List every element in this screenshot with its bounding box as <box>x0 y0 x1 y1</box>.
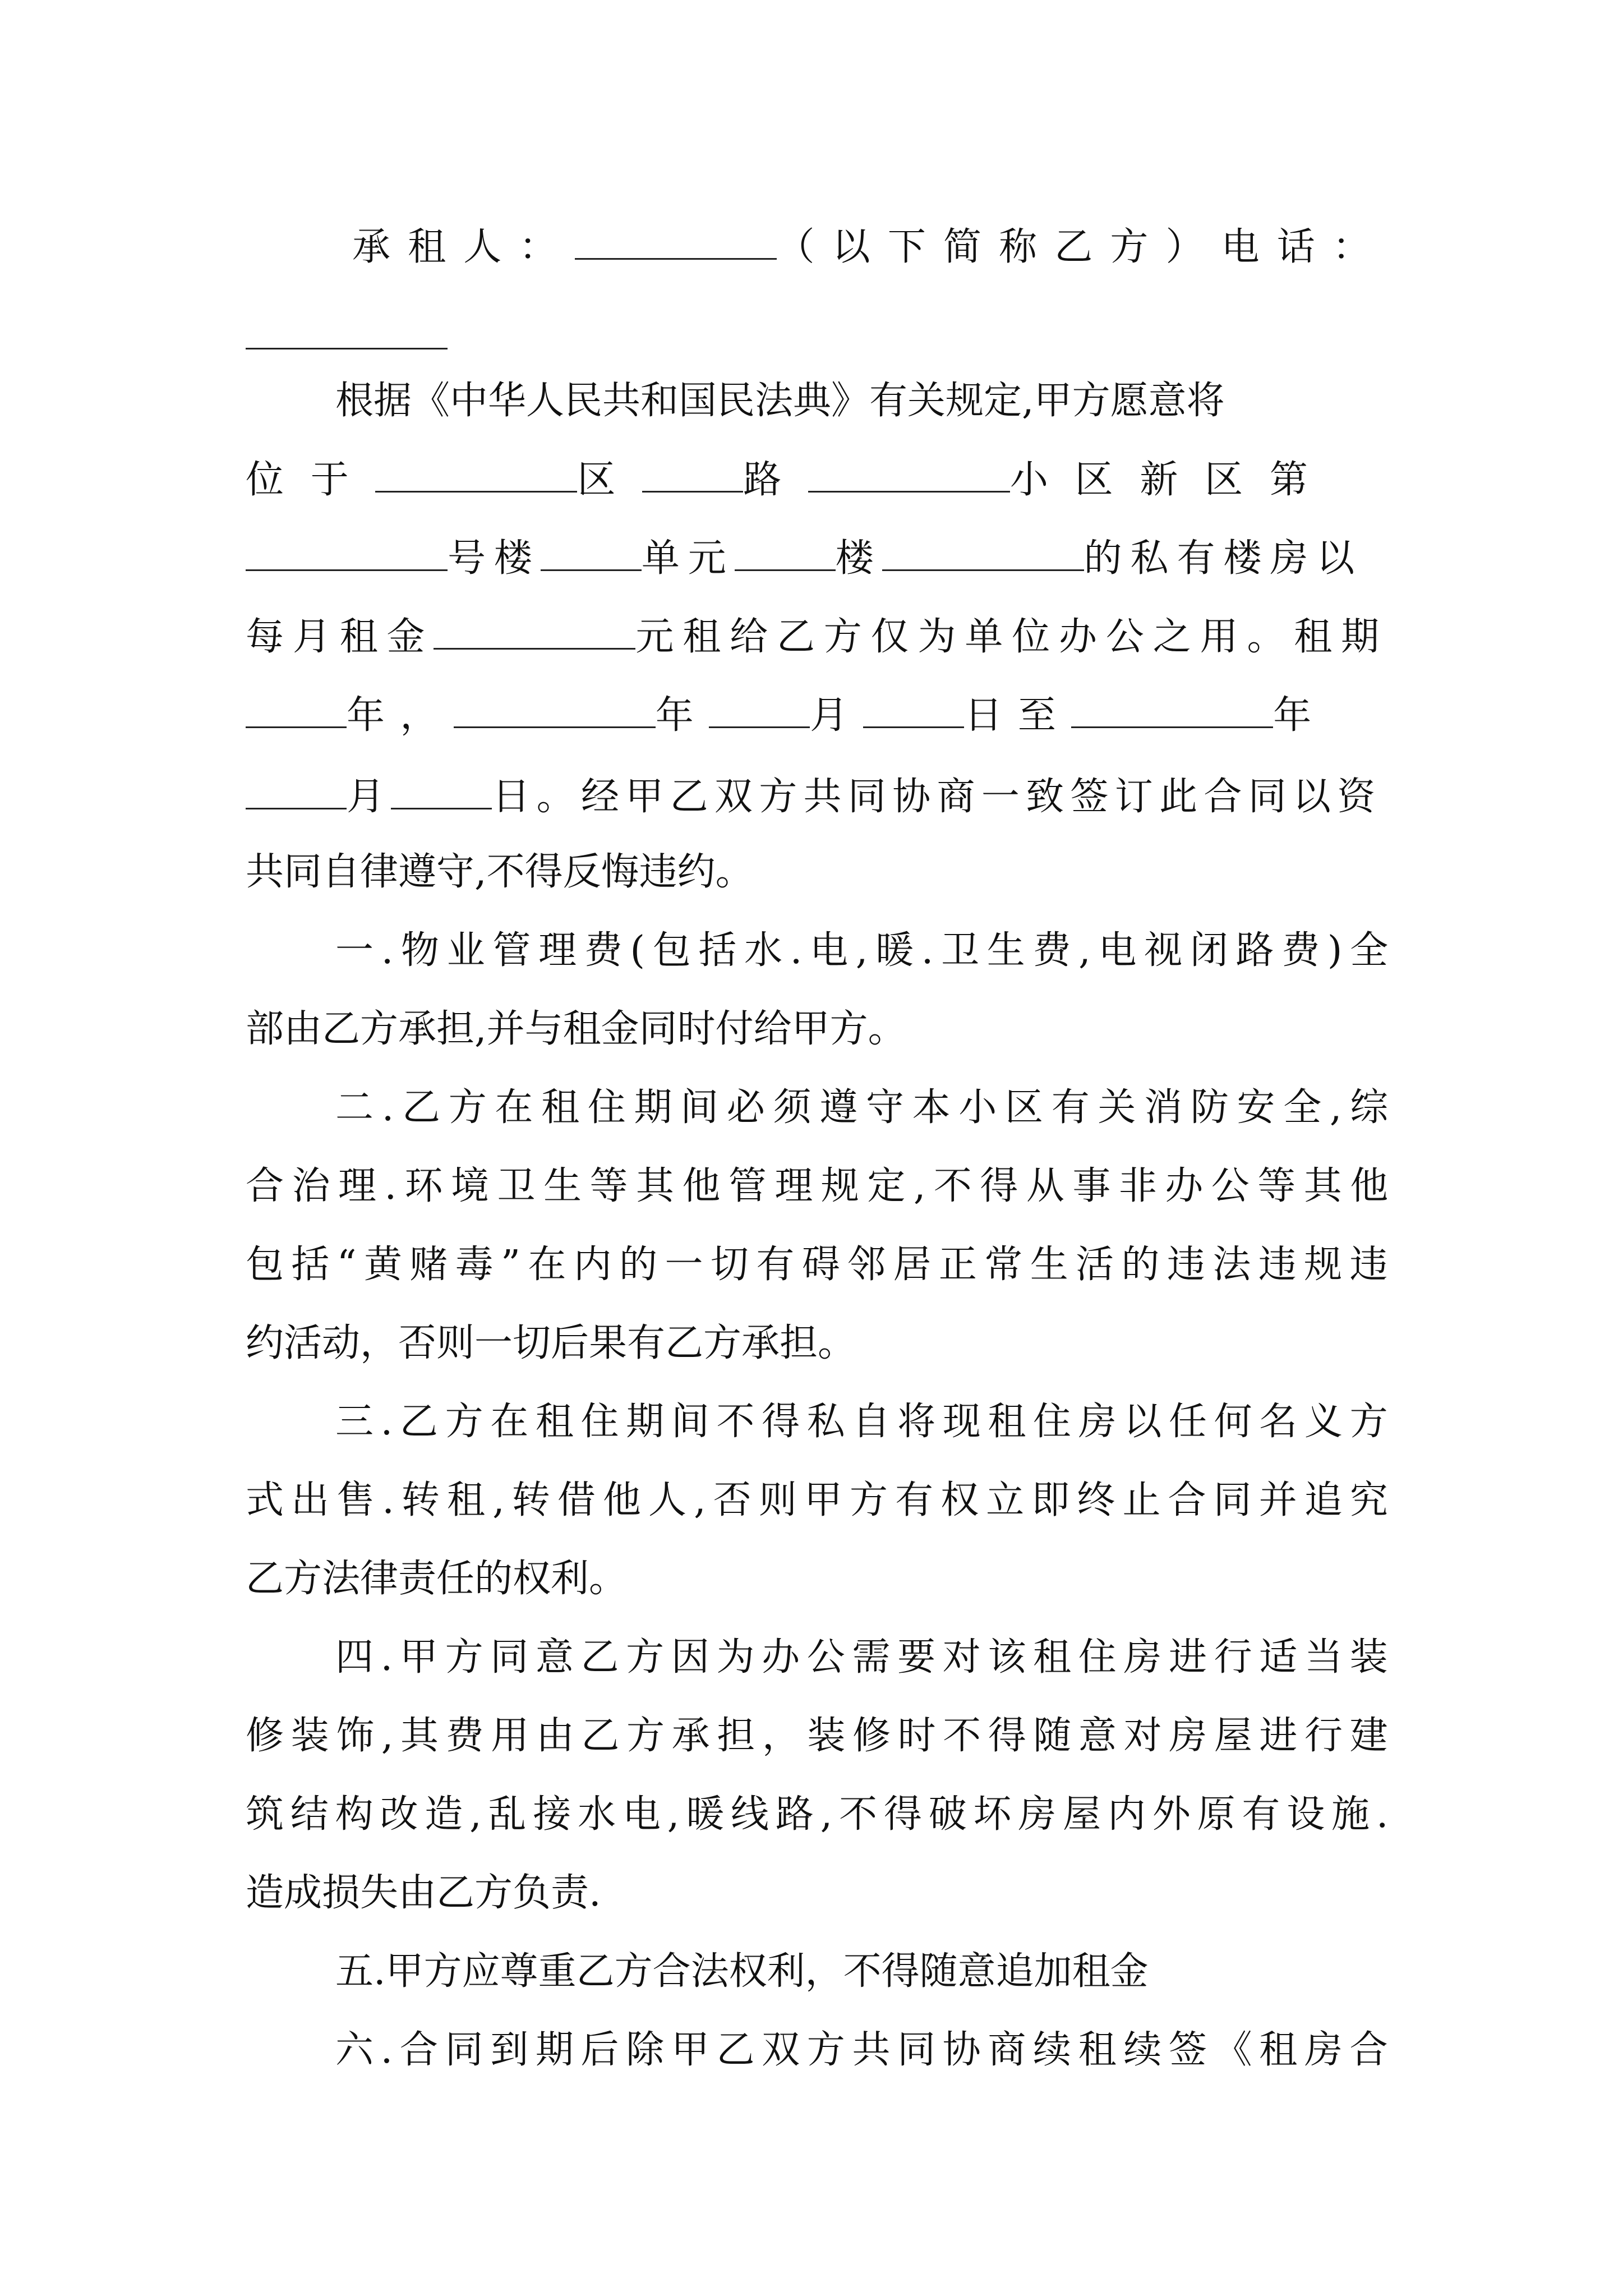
fill-in-blank <box>863 693 964 728</box>
fill-in-blank <box>246 314 448 349</box>
fill-in-blank <box>375 457 577 493</box>
fill-in-blank <box>575 224 777 260</box>
fill-in-blank <box>882 536 1084 571</box>
text-line: 二.乙方在租住期间必须遵守本小区有关消防安全,综 <box>335 1085 1396 1130</box>
text-line: 年， 年 月 日至 年 <box>246 693 1327 738</box>
text-line: 包括“黄赌毒”在内的一切有碍邻居正常生活的违法违规违 <box>246 1243 1395 1287</box>
text-line: 修装饰,其费用由乙方承担，装修时不得随意对房屋进行建 <box>246 1714 1395 1758</box>
text-line: 式出售.转租,转借他人,否则甲方有权立即终止合同并追究 <box>246 1478 1395 1522</box>
fill-in-blank <box>246 693 347 728</box>
text-line: 位于 区 路 小区新区第 <box>246 458 1335 502</box>
text-line: 约活动，否则一切后果有乙方承担。 <box>246 1321 856 1365</box>
fill-in-blank <box>434 614 635 650</box>
fill-in-blank <box>246 774 347 809</box>
text-line: 月 日。经甲乙双方共同协商一致签订此合同以资 <box>246 774 1382 820</box>
fill-in-blank <box>735 536 836 571</box>
text-line: 筑结构改造,乱接水电,暖线路,不得破坏房屋内外原有设施. <box>246 1792 1395 1837</box>
text-line: 合治理.环境卫生等其他管理规定,不得从事非办公等其他 <box>246 1164 1396 1208</box>
text-line: 六.合同到期后除甲乙双方共同协商续租续签《租房合 <box>335 2028 1395 2072</box>
fill-in-blank <box>1071 693 1273 728</box>
fill-in-blank <box>454 693 656 728</box>
text-line: 号楼 单元 楼 的私有楼房以 <box>246 536 1363 581</box>
fill-in-blank <box>709 693 810 728</box>
text-line: 承租人： （以下简称乙方）电话： <box>352 225 1389 269</box>
text-line: 五.甲方应尊重乙方合法权利，不得随意追加租金 <box>335 1949 1149 1994</box>
fill-in-blank <box>808 457 1010 493</box>
text-line: 乙方法律责任的权利。 <box>246 1557 628 1601</box>
text-line: 造成损失由乙方负责. <box>246 1871 601 1915</box>
text-line <box>246 314 448 360</box>
fill-in-blank <box>541 536 642 571</box>
text-line: 部由乙方承担,并与租金同时付给甲方。 <box>246 1007 906 1051</box>
fill-in-blank <box>391 774 492 809</box>
text-line: 一.物业管理费(包括水.电,暖.卫生费,电视闭路费)全 <box>335 928 1396 973</box>
fill-in-blank <box>642 457 743 493</box>
text-line: 共同自律遵守,不得反悔违约。 <box>246 850 754 894</box>
text-line: 根据《中华人民共和国民法典》有关规定,甲方愿意将 <box>335 379 1225 423</box>
text-line: 每月租金 元租给乙方仅为单位办公之用。租期 <box>246 615 1389 659</box>
text-line: 三.乙方在租住期间不得私自将现租住房以任何名义方 <box>335 1400 1395 1444</box>
text-line: 四.甲方同意乙方因为办公需要对该租住房进行适当装 <box>335 1635 1395 1680</box>
fill-in-blank <box>246 536 448 571</box>
